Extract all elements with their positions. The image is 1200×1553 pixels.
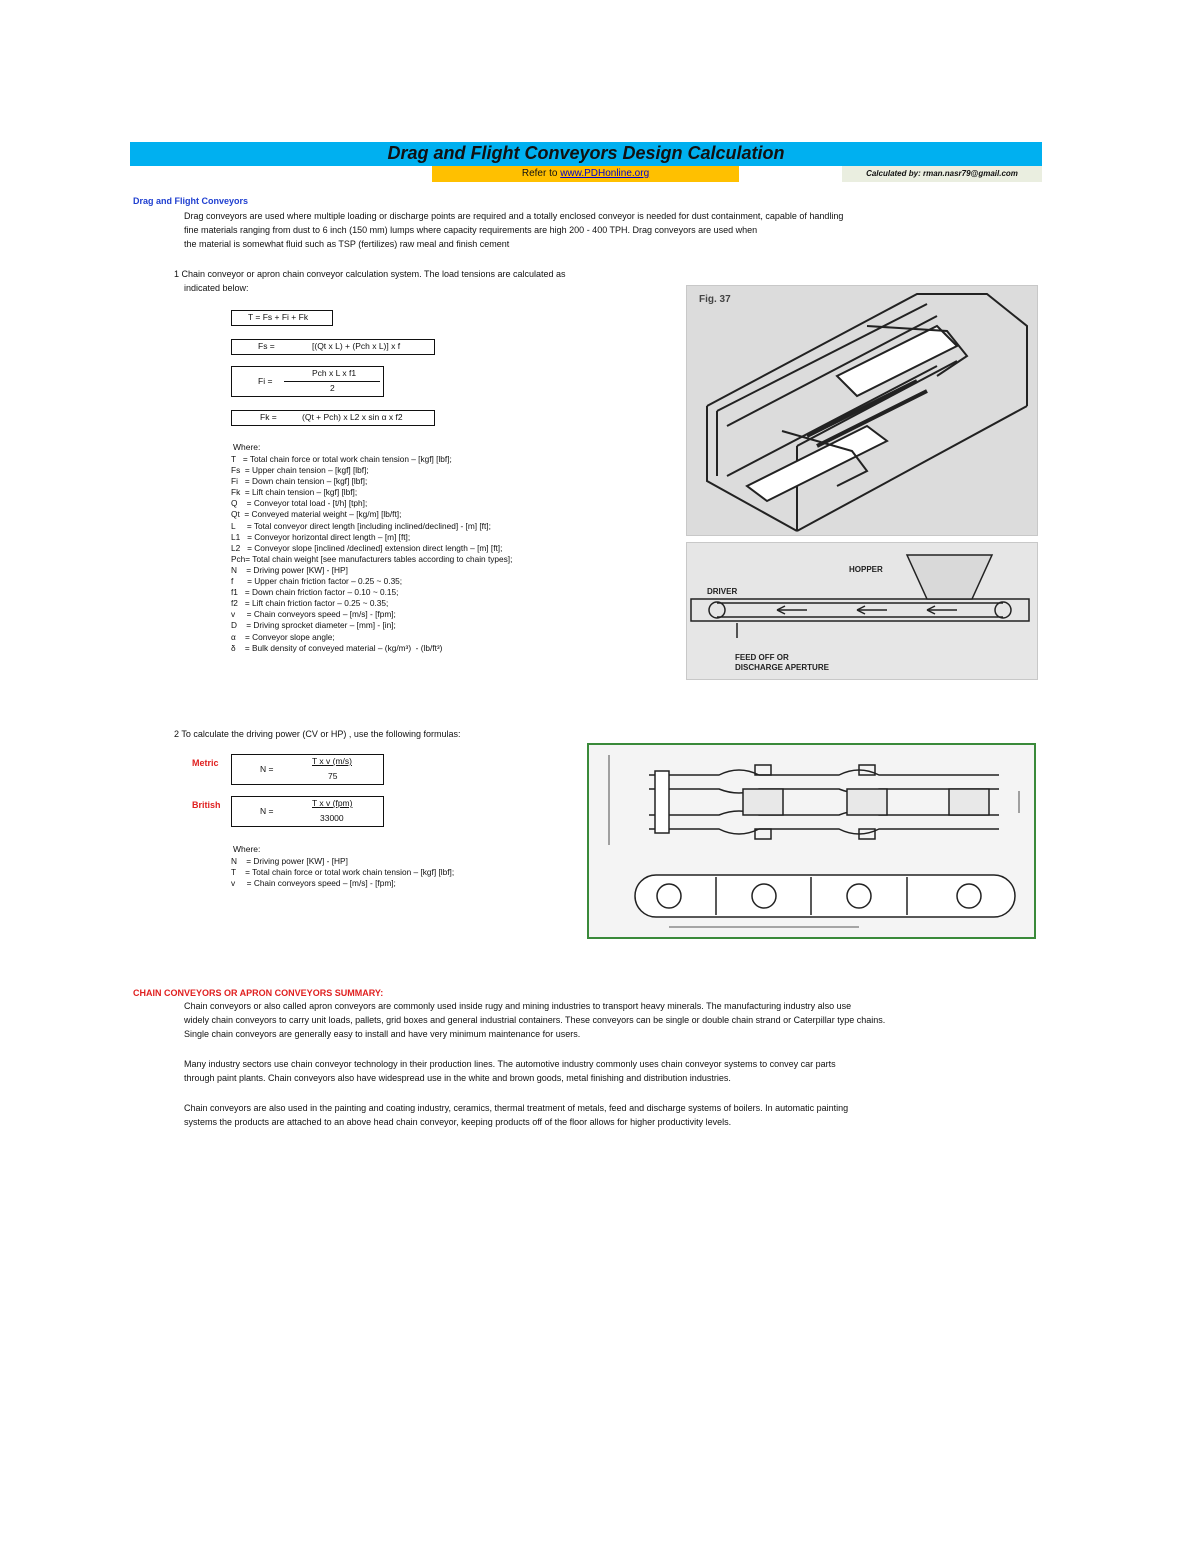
definition-line: f2 = Lift chain friction factor – 0.25 ~ 0.35; <box>231 598 389 609</box>
definition-line: f = Upper chain friction factor – 0.25 ~ 0.35; <box>231 576 403 587</box>
british-denominator: 33000 <box>320 813 344 823</box>
metric-label: Metric <box>192 758 219 768</box>
hopper-label: HOPPER <box>849 565 883 574</box>
summary-heading: CHAIN CONVEYORS OR APRON CONVEYORS SUMMARY: <box>133 988 384 998</box>
formula-Fk-expr: (Qt + Pch) x L2 x sin α x f2 <box>302 412 403 422</box>
definition-line: N = Driving power [KW] - [HP] <box>231 856 348 866</box>
summary-p2-line-2: through paint plants. Chain conveyors also have widespread use in the white and brown goods, metal finishing and distribution industries. <box>184 1073 731 1083</box>
definition-line: δ = Bulk density of conveyed material – (kg/m³) - (lb/ft³) <box>231 642 443 653</box>
formula-Fi-denominator: 2 <box>330 383 335 393</box>
definition-line: T = Total chain force or total work chain tension – [kgf] [lbf]; <box>231 867 455 878</box>
formula-Fi-label: Fi = <box>258 376 273 386</box>
where-list-1 <box>231 454 512 654</box>
title-banner <box>130 142 1042 166</box>
feed-label-2: DISCHARGE APERTURE <box>735 663 829 672</box>
driver-label: DRIVER <box>707 587 738 596</box>
section1-line-2: indicated below: <box>184 283 249 293</box>
definition-line: Fs = Upper chain tension – [kgf] [lbf]; <box>231 465 369 476</box>
section2-line-1: 2 To calculate the driving power (CV or HP) , use the following formulas: <box>174 729 461 739</box>
where-list-2 <box>231 856 454 889</box>
feed-label-1: FEED OFF OR <box>735 653 789 662</box>
british-n-label: N = <box>260 806 274 816</box>
refer-bar <box>432 166 739 182</box>
british-label: British <box>192 800 221 810</box>
definition-line: v = Chain conveyors speed – [m/s] - [fpm]; <box>231 878 396 889</box>
british-numerator: T x v (fpm) <box>312 798 353 808</box>
definition-line: L2 = Conveyor slope [inclined /declined] extension direct length – [m] [ft]; <box>231 542 503 553</box>
definition-line: N = Driving power [KW] - [HP] <box>231 564 348 575</box>
intro-line-2: fine materials ranging from dust to 6 inch (150 mm) lumps where capacity requirements are high 200 - 400 TPH. Drag conveyors are used when <box>184 225 758 235</box>
metric-formula-box <box>231 754 384 785</box>
intro-heading: Drag and Flight Conveyors <box>133 196 249 206</box>
where-label-1: Where: <box>233 442 261 452</box>
formula-T-box <box>231 310 333 326</box>
summary-p1-line-3: Single chain conveyors are generally easy to install and have very minimum maintenance for users. <box>184 1029 581 1039</box>
formula-T: T = Fs + Fi + Fk <box>248 312 309 322</box>
enclosed-conveyor-drawing <box>687 286 1037 535</box>
summary-p3-line-2: systems the products are attached to an above head chain conveyor, keeping products off of the floor allows for higher productivity levels. <box>184 1117 732 1127</box>
where-label-2: Where: <box>233 844 261 854</box>
definition-line: Fk = Lift chain tension – [kgf] [lbf]; <box>231 487 358 498</box>
definition-line: Qt = Conveyed material weight – [kg/m] [lb/ft]; <box>231 509 402 520</box>
definition-line: D = Driving sprocket diameter – [mm] - [in]; <box>231 620 396 631</box>
metric-numerator: T x v (m/s) <box>312 756 352 766</box>
flight-conveyor-figure <box>686 542 1038 680</box>
definition-line: T = Total chain force or total work chain tension – [kgf] [lbf]; <box>231 454 452 464</box>
page-title: Drag and Flight Conveyors Design Calculation <box>387 143 785 163</box>
figure-37-label: Fig. 37 <box>699 294 731 305</box>
formula-Fk-box <box>231 410 435 426</box>
metric-denominator: 75 <box>328 771 338 781</box>
fraction-line <box>284 381 380 382</box>
refer-prefix: Refer to <box>521 168 561 179</box>
formula-Fk-label: Fk = <box>260 412 277 422</box>
definition-line: Q = Conveyor total load - [t/h] [tph]; <box>231 498 368 509</box>
calculated-by: Calculated by: rman.nasr79@gmail.com <box>842 166 1042 182</box>
section1-line-1: 1 Chain conveyor or apron chain conveyor calculation system. The load tensions are calculated as <box>174 269 566 279</box>
definition-line: f1 = Down chain friction factor – 0.10 ~ 0.15; <box>231 587 399 598</box>
definition-line: v = Chain conveyors speed – [m/s] - [fpm]; <box>231 609 396 620</box>
summary-p3-line-1: Chain conveyors are also used in the painting and coating industry, ceramics, thermal treatment of metals, feed and discharge systems of boilers. In automatic painting <box>184 1103 849 1113</box>
definition-line: L = Total conveyor direct length [including inclined/declined] - [m] [ft]; <box>231 520 491 531</box>
flight-conveyor-drawing <box>687 543 1037 679</box>
summary-p1-line-2: widely chain conveyors to carry unit loads, pallets, grid boxes and general industrial containers. These conveyors can be single or double chain strand or Caterpillar type chains. <box>184 1015 886 1025</box>
roller-chain-figure <box>587 743 1036 939</box>
british-formula-box <box>231 796 384 827</box>
formula-Fs-box <box>231 339 435 355</box>
metric-n-label: N = <box>260 764 274 774</box>
intro-line-3: the material is somewhat fluid such as TSP (fertilizes) raw meal and finish cement <box>184 239 510 249</box>
formula-Fi-numerator: Pch x L x f1 <box>312 368 357 378</box>
summary-p2-line-1: Many industry sectors use chain conveyor technology in their production lines. The automotive industry commonly uses chain conveyor systems to convey car parts <box>184 1059 836 1069</box>
summary-p1-line-1: Chain conveyors or also called apron conveyors are commonly used inside rugy and mining industries to transport heavy minerals. The manufacturing industry also use <box>184 1001 852 1011</box>
formula-Fi-box <box>231 366 384 397</box>
definition-line: Pch= Total chain weight [see manufacturers tables according to chain types]; <box>231 553 513 564</box>
roller-chain-drawing <box>589 745 1034 937</box>
definition-line: α = Conveyor slope angle; <box>231 631 335 642</box>
intro-line-1: Drag conveyors are used where multiple loading or discharge points are required and a totally enclosed conveyor is needed for dust containment, capable of handling <box>184 211 844 221</box>
refer-link[interactable]: www.PDHonline.org <box>560 168 650 179</box>
definition-line: L1 = Conveyor horizontal direct length – [m] [ft]; <box>231 531 411 542</box>
formula-Fs-label: Fs = <box>258 341 275 351</box>
figure-37 <box>686 285 1038 536</box>
formula-Fs-expr: [(Qt x L) + (Pch x L)] x f <box>312 341 401 351</box>
definition-line: Fi = Down chain tension – [kgf] [lbf]; <box>231 476 368 487</box>
